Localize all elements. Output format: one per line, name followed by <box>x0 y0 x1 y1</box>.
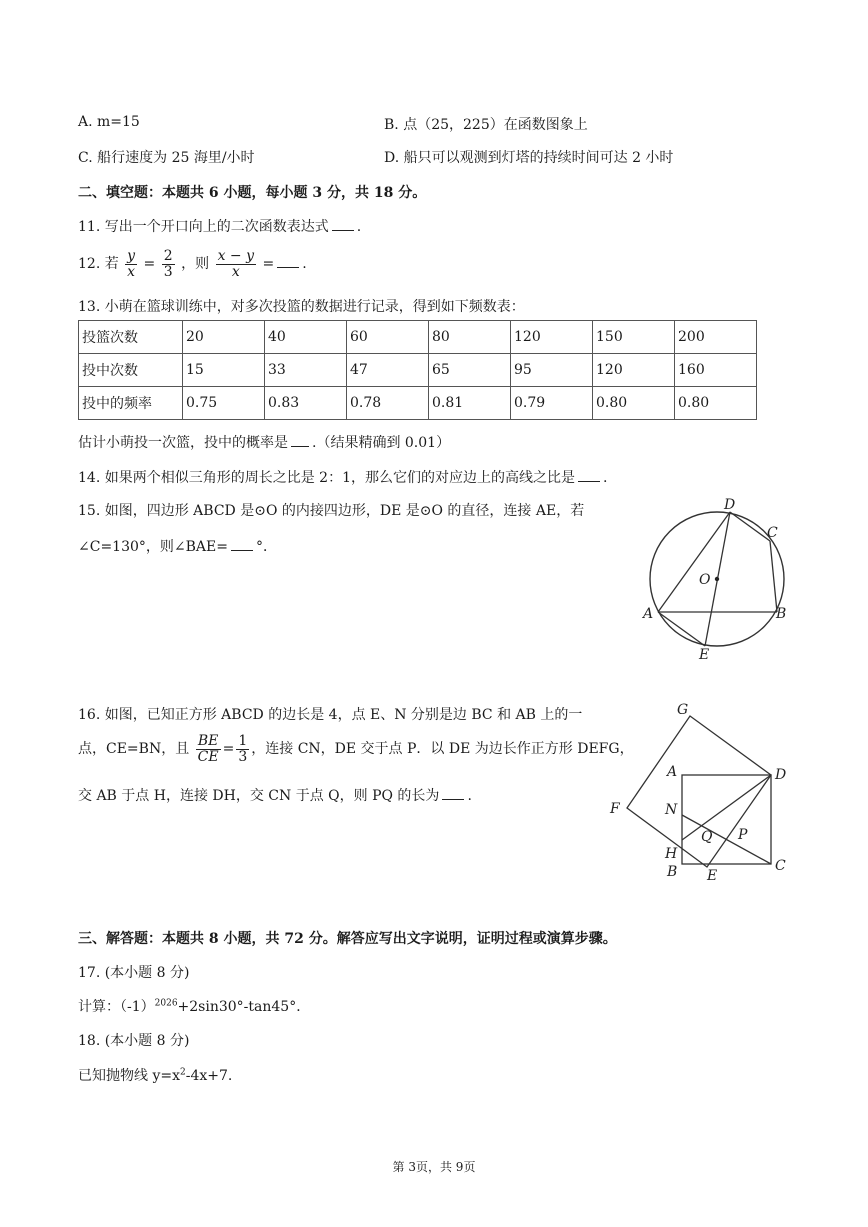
label-a: A <box>643 606 654 622</box>
table-row: 投中次数 15 33 47 65 95 120 160 <box>79 354 757 387</box>
answer-blank <box>578 469 600 482</box>
answer-blank <box>231 538 253 551</box>
label-h: H <box>665 846 678 862</box>
fraction-x-minus-y-over-x: $\frac{x - y}{x}$ <box>217 247 254 280</box>
q13-text: 13. 小萌在篮球训练中，对多次投篮的数据进行记录，得到如下频数表： <box>78 299 525 315</box>
q10-option-c: C. 船行速度为 25 海里/小时 <box>78 150 255 166</box>
q17-title: 17. (本小题 8 分) <box>78 965 190 981</box>
label-c: C <box>767 525 778 541</box>
fraction-1-over-3: $\frac{1}{3}$ <box>238 732 248 765</box>
q15-line1: 15. 如图，四边形 ABCD 是⊙O 的内接四边形，DE 是⊙O 的直径，连接 AE，若 <box>78 503 585 519</box>
label-f: F <box>610 801 620 817</box>
table-row: 投中的频率 0.75 0.83 0.78 0.81 0.79 0.80 0.80 <box>79 387 757 420</box>
fraction-2-over-3: $\frac{2}{3}$ <box>163 247 173 280</box>
label-d: D <box>724 497 736 513</box>
page-footer: 第 3页，共 9页 <box>392 1160 476 1174</box>
q18-text: 已知抛物线 $y=x^2-4x+7$. <box>78 1067 233 1084</box>
label-a: A <box>667 764 678 780</box>
label-d: D <box>775 767 787 783</box>
label-n: N <box>665 802 678 818</box>
label-b: B <box>667 864 678 880</box>
label-o: O <box>699 572 711 588</box>
label-e: E <box>707 868 718 884</box>
label-g: G <box>677 702 689 718</box>
q10-option-b: B. 点（25，225）在函数图象上 <box>384 117 588 133</box>
answer-blank <box>277 255 299 268</box>
section2-header: 二、填空题：本题共 6 小题，每小题 3 分，共 18 分。 <box>78 185 427 201</box>
frequency-table <box>78 320 757 420</box>
q17-calc: 计算：$(-1)^{2026}+2\sin 30^\circ-\tan 45^\circ$． <box>78 998 311 1015</box>
circle-quadrilateral-figure <box>630 495 800 665</box>
label-e: E <box>699 647 710 663</box>
square-figure <box>600 698 800 888</box>
fraction-be-over-ce: $\frac{BE}{CE}$ <box>197 732 219 765</box>
q18-title: 18. (本小题 8 分) <box>78 1033 190 1049</box>
q12-prefix: 12. 若 <box>78 256 119 272</box>
answer-blank <box>332 218 354 231</box>
label-c: C <box>775 858 786 874</box>
label-p: P <box>738 827 748 843</box>
q10-option-d: D. 船只可以观测到灯塔的持续时间可达 2 小时 <box>384 150 674 166</box>
q11: 11. 写出一个开口向上的二次函数表达式 . <box>78 219 362 235</box>
section3-header: 三、解答题：本题共 8 小题，共 72 分。解答应写出文字说明，证明过程或演算步骤。 <box>78 931 617 947</box>
table-row: 投篮次数 20 40 60 80 120 150 200 <box>79 321 757 354</box>
label-b: B <box>776 606 787 622</box>
q16-line2: 点，CE=BN，且 $\frac{BE}{CE}$ = $\frac{1}{3}$ ，连接 CN，DE 交于点 P．以 DE 为边长作正方形 DEFG， <box>78 732 634 765</box>
q13-question: 估计小萌投一次篮，投中的概率是 .（结果精确到 0.01） <box>78 435 451 451</box>
label-q: Q <box>701 829 713 845</box>
q14: 14. 如果两个相似三角形的周长之比是 2：1，那么它们的对应边上的高线之比是 . <box>78 470 608 486</box>
q16-line3: 交 AB 于点 H，连接 DH，交 CN 于点 Q，则 PQ 的长为 . <box>78 788 472 804</box>
answer-blank <box>291 434 309 447</box>
q12-mid: ，则 <box>181 256 210 272</box>
q16-line1: 16. 如图，已知正方形 ABCD 的边长是 4，点 E、N 分别是边 BC 和 AB 上的一 <box>78 707 583 723</box>
answer-blank <box>442 787 464 800</box>
q12: 12. 若 $\frac{y}{x}$ = $\frac{2}{3}$ ，则 $\frac{x - y}{x}$ = . <box>78 247 307 280</box>
q15-line2: ∠C=130°，则∠BAE= °． <box>78 539 277 555</box>
q10-option-a: A. m=15 <box>78 114 140 130</box>
fraction-y-over-x: $\frac{y}{x}$ <box>127 247 136 280</box>
q11-text: 11. 写出一个开口向上的二次函数表达式 <box>78 219 329 235</box>
